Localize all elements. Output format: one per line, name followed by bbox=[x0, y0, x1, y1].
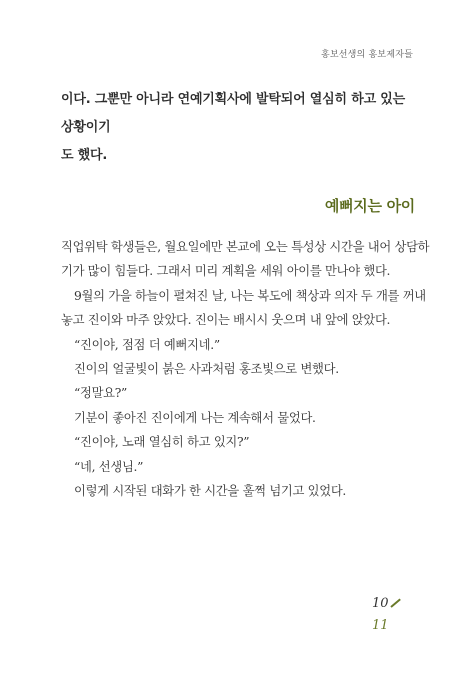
intro-line: 이다. 그뿐만 아니라 연예기획사에 발탁되어 열심히 하고 있는 상황이기 bbox=[61, 92, 405, 135]
body-text bbox=[61, 235, 430, 503]
body-line: 이렇게 시작된 대화가 한 시간을 훌쩍 넘기고 있었다. bbox=[74, 484, 347, 499]
body-line: “진이야, 노래 열심히 하고 있지?” bbox=[74, 435, 250, 450]
intro-paragraph bbox=[61, 86, 421, 170]
body-line: 진이의 얼굴빛이 붉은 사과처럼 홍조빛으로 변했다. bbox=[74, 362, 339, 377]
body-line: “정말요?” bbox=[74, 386, 128, 401]
running-header: 홍보선생의 홍보제자들 bbox=[320, 50, 413, 60]
body-line: 놓고 진이와 마주 앉았다. 진이는 배시시 웃으며 내 앞에 앉았다. bbox=[61, 313, 391, 328]
body-line: 직업위탁 학생들은, 월요일에만 본교에 오는 특성상 시간을 내어 상담하 bbox=[61, 240, 430, 254]
body-line: 기분이 좋아진 진이에게 나는 계속해서 물었다. bbox=[74, 410, 316, 425]
intro-line: 도 했다. bbox=[61, 148, 108, 163]
page-number-left: 10 bbox=[372, 596, 389, 611]
page-number-right: 11 bbox=[372, 618, 389, 633]
body-line: 9월의 가을 하늘이 펼쳐진 날, 나는 복도에 책상과 의자 두 개를 꺼내 bbox=[74, 288, 426, 303]
section-title: 예뻐지는 아이 bbox=[324, 197, 415, 215]
page-separator bbox=[390, 599, 400, 608]
body-line: “네, 선생님.” bbox=[74, 459, 144, 474]
body-line: 기가 많이 힘들다. 그래서 미리 계획을 세워 아이를 만나야 했다. bbox=[61, 264, 391, 279]
body-line: “진이야, 점점 더 예뻐지네.” bbox=[74, 337, 220, 352]
page-numbers bbox=[372, 596, 412, 642]
